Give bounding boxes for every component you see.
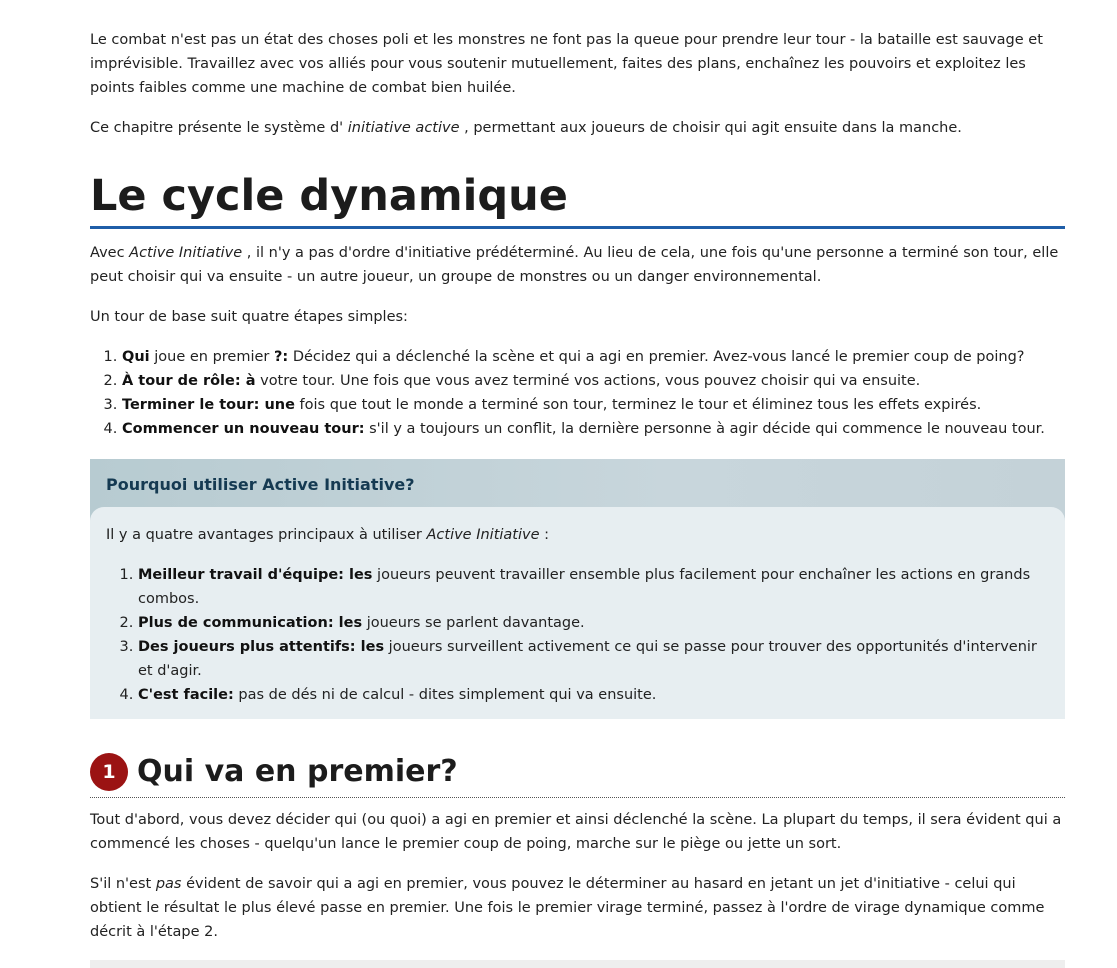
- step-item-text: votre tour. Une fois que vous avez terminé vos actions, vous pouvez choisir qui va ensuite.: [255, 373, 921, 389]
- step-item-bold: À tour de rôle: à: [122, 373, 256, 389]
- callout-box: [90, 459, 1065, 719]
- step-item-bold: ?:: [274, 349, 289, 365]
- article: [90, 0, 1065, 968]
- callout-term: Active Initiative: [426, 527, 540, 543]
- benefit-item-1: [138, 563, 1049, 611]
- step-heading-1: [90, 751, 1065, 798]
- benefit-text: joueurs peuvent travailler ensemble plus facilement pour enchaîner les actions en grands combos.: [138, 567, 1031, 607]
- step-item-bold: Terminer le tour: une: [122, 397, 295, 413]
- step-item-3: [122, 393, 1065, 417]
- benefit-item-2: [138, 611, 1049, 635]
- benefit-bold: Plus de communication: les: [138, 615, 363, 631]
- step-item-text: Décidez qui a déclenché la scène et qui a agi en premier. Avez-vous lancé le premier coup de poing?: [288, 349, 1025, 365]
- benefits-list: [106, 563, 1049, 707]
- steps-list: [90, 345, 1065, 441]
- benefit-bold: Des joueurs plus attentifs: les: [138, 639, 385, 655]
- step1-text-start: S'il n'est: [90, 876, 156, 892]
- benefit-bold: C'est facile:: [138, 687, 234, 703]
- step-item-text: s'il y a toujours un conflit, la dernière personne à agir décide qui commence le nouveau tour.: [364, 421, 1045, 437]
- step-item-4: [122, 417, 1065, 441]
- benefit-text: joueurs se parlent davantage.: [362, 615, 585, 631]
- initiative-active-term: initiative active: [347, 120, 460, 136]
- benefit-text: joueurs surveillent activement ce qui se passe pour trouver des opportunités d'intervenir et d'agir.: [138, 639, 1037, 679]
- callout-intro-end: :: [539, 527, 550, 543]
- step1-paragraph-2: [90, 872, 1065, 944]
- step1-emphasis: pas: [155, 876, 182, 892]
- callout-body: [90, 507, 1065, 719]
- section-title-cycle: Le cycle dynamique: [90, 170, 1065, 229]
- step-number-badge: 1: [90, 753, 128, 791]
- benefit-text: pas de dés ni de calcul - dites simplement qui va ensuite.: [233, 687, 657, 703]
- step1-text-end: évident de savoir qui a agi en premier, vous pouvez le déterminer au hasard en jetant un jet d'initiative - celui qui obtient le résultat le plus élevé passe en premier. Une fois le premier virage terminé, passez à l'ordre de virage dynamique comme décrit à l'étape 2.: [90, 876, 1045, 940]
- callout-intro: [106, 523, 1049, 547]
- chapter-intro-text-end: , permettant aux joueurs de choisir qui agit ensuite dans la manche.: [459, 120, 962, 136]
- step-item-1: [122, 345, 1065, 369]
- active-initiative-term: Active Initiative: [129, 245, 243, 261]
- callout-title: Pourquoi utiliser Active Initiative?: [90, 459, 1065, 525]
- step-item-bold: Commencer un nouveau tour:: [122, 421, 365, 437]
- chapter-intro-text: Ce chapitre présente le système d': [90, 120, 348, 136]
- step-item-text: fois que tout le monde a terminé son tour, terminez le tour et éliminez tous les effets expirés.: [294, 397, 982, 413]
- next-block-edge: [90, 960, 1065, 968]
- cycle-text-start: Avec: [90, 245, 130, 261]
- cycle-paragraph: [90, 241, 1065, 289]
- step-item-2: [122, 369, 1065, 393]
- benefit-bold: Meilleur travail d'équipe: les: [138, 567, 373, 583]
- chapter-intro-paragraph: [90, 116, 1065, 140]
- benefit-item-3: [138, 635, 1049, 683]
- callout-intro-text: Il y a quatre avantages principaux à utiliser: [106, 527, 427, 543]
- step-item-bold: Qui: [122, 349, 150, 365]
- steps-intro: Un tour de base suit quatre étapes simples:: [90, 309, 408, 325]
- step1-paragraph-1: Tout d'abord, vous devez décider qui (ou quoi) a agi en premier et ainsi déclenché la scène. La plupart du temps, il sera évident qui a commencé les choses - quelqu'un lance le premier coup de poing, marche sur le piège ou jette un sort.: [90, 812, 1062, 852]
- step-item-text: joue en premier: [149, 349, 274, 365]
- intro-paragraph: [90, 28, 1065, 100]
- cycle-text-end: , il n'y a pas d'ordre d'initiative prédéterminé. Au lieu de cela, une fois qu'une personne a terminé son tour, elle peut choisir qui va ensuite - un autre joueur, un groupe de monstres ou un danger environnemental.: [90, 245, 1059, 285]
- step-heading-text: Qui va en premier?: [137, 754, 458, 789]
- intro-text: Le combat n'est pas un état des choses poli et les monstres ne font pas la queue pour prendre leur tour - la bataille est sauvage et imprévisible. Travaillez avec vos alliés pour vous soutenir mutuellement, faites des plans, enchaînez les pouvoirs et exploitez les points faibles comme une machine de combat bien huilée.: [90, 32, 1043, 96]
- benefit-item-4: [138, 683, 1049, 707]
